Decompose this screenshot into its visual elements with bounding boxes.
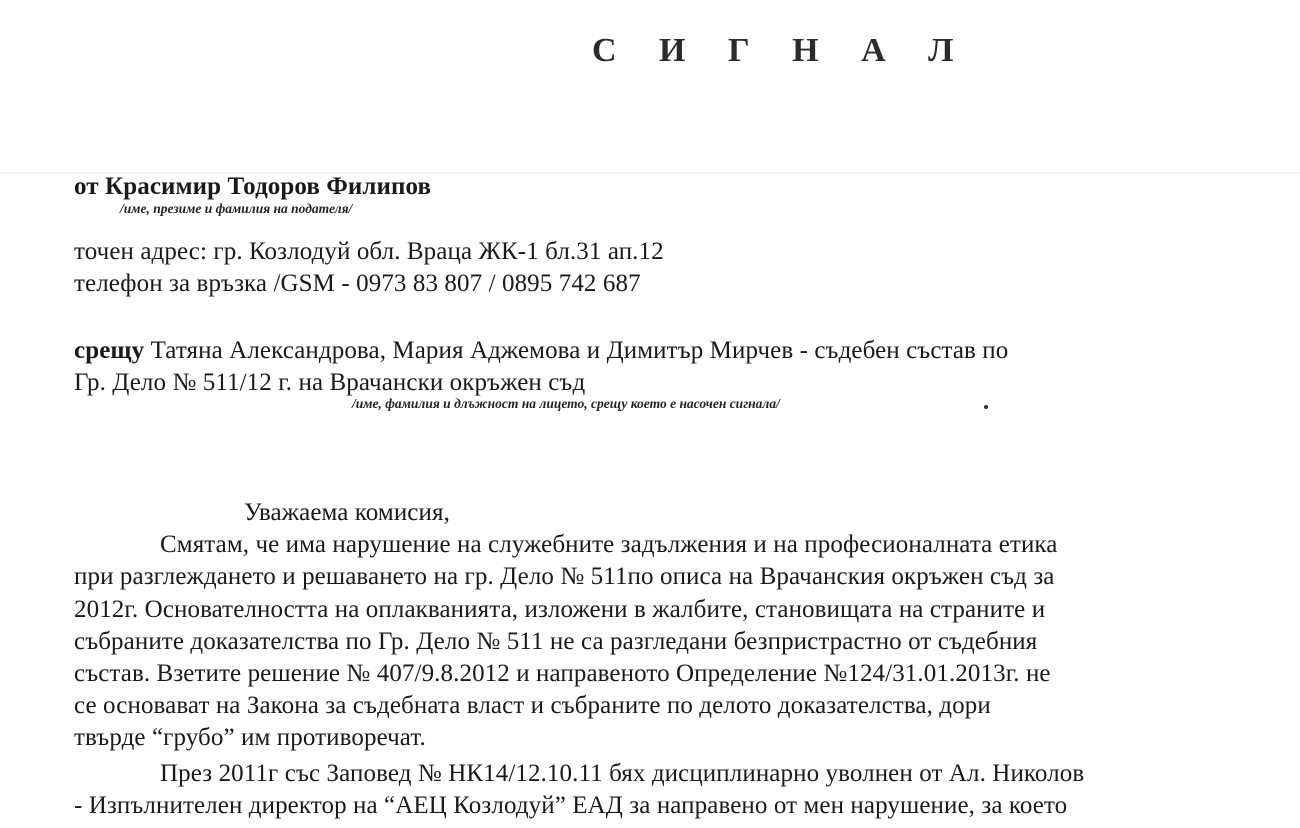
against-caption: /име, фамилия и длъжност на лицето, срещу което е насочен сигнала/: [352, 396, 780, 411]
body-line-3: 2012г. Основателността на оплакванията, изложени в жалбите, становищата на страните и: [74, 596, 1046, 623]
body-line-5: състав. Взетите решение № 407/9.8.2012 и направеното Определение №124/31.01.2013г. не: [74, 660, 1051, 687]
scan-speck: [984, 405, 988, 409]
against-line-2: Гр. Дело № 511/12 г. на Врачански окръжен съд: [74, 369, 586, 396]
body-line-8: През 2011г със Заповед № НК14/12.10.11 бях дисциплинарно уволнен от Ал. Николов: [160, 760, 1085, 787]
sender-prefix: от: [74, 173, 99, 200]
sender-address: точен адрес: гр. Козлодуй обл. Враца ЖК-1 бл.31 ап.12: [74, 238, 664, 265]
sender-line: [74, 172, 431, 202]
document-title: С И Г Н А Л: [592, 32, 971, 69]
sender-caption: /име, презиме и фамилия на подателя/: [120, 201, 353, 216]
sender-phone: телефон за връзка /GSM - 0973 83 807 / 0895 742 687: [74, 270, 641, 297]
sender-name: Красимир Тодоров Филипов: [105, 173, 432, 200]
salutation: Уважаема комисия,: [244, 499, 450, 526]
body-line-6: се основават на Закона за съдебната власт и събраните по делото доказателства, дори: [74, 692, 991, 719]
body-line-7: твърде “грубо” им противоречат.: [74, 724, 426, 751]
body-line-4: събраните доказателства по Гр. Дело № 511 не са разгледани безпристрастно от съдебния: [74, 628, 1038, 655]
against-names: Татяна Александрова, Мария Аджемова и Димитър Мирчев - съдебен състав по: [150, 337, 1009, 364]
body-line-1: Смятам, че има нарушение на служебните задължения и на професионалната етика: [160, 531, 1058, 558]
against-prefix: срещу: [74, 337, 145, 364]
body-line-2: при разглеждането и решаването на гр. Дело № 511по описа на Врачанския окръжен съд за: [74, 563, 1055, 590]
against-line-1: [74, 336, 1008, 366]
body-line-9: - Изпълнителен директор на “АЕЦ Козлодуй” ЕАД за направено от мен нарушение, за което: [74, 792, 1068, 819]
